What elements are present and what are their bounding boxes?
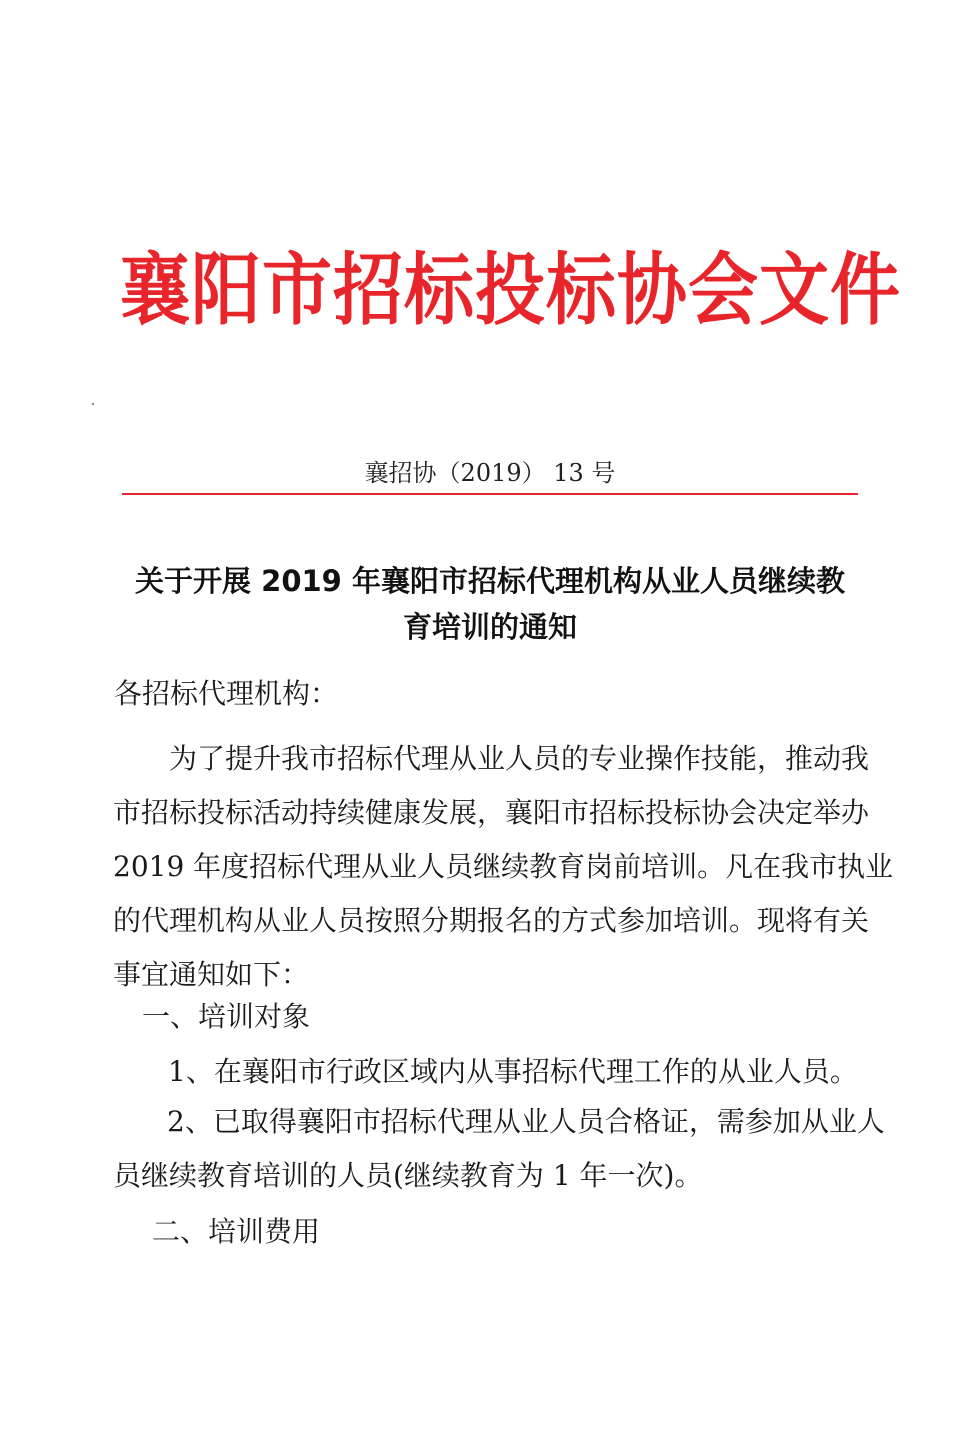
paragraph-line: 市招标投标活动持续健康发展，襄阳市招标投标协会决定举办 bbox=[113, 796, 870, 829]
item-line: 员继续教育培训的人员(继续教育为 1 年一次)。 bbox=[113, 1159, 703, 1192]
section-1-item-2 bbox=[113, 1095, 885, 1203]
section-2-heading: 二、培训费用 bbox=[152, 1215, 321, 1248]
notice-title-line-2: 育培训的通知 bbox=[402, 610, 577, 644]
scan-speck bbox=[92, 403, 94, 405]
paragraph-line: 事宜通知如下： bbox=[113, 958, 310, 991]
salutation: 各招标代理机构： bbox=[114, 677, 339, 710]
paragraph-line: 为了提升我市招标代理从业人员的专业操作技能，推动我 bbox=[169, 742, 870, 775]
notice-title-line-1: 关于开展 2019 年襄阳市招标代理机构从业人员继续教 bbox=[135, 564, 845, 598]
notice-title bbox=[110, 558, 870, 650]
item-line: 2、已取得襄阳市招标代理从业人员合格证，需参加从业人 bbox=[167, 1105, 885, 1138]
section-1-heading: 一、培训对象 bbox=[142, 1000, 311, 1033]
paragraph-line: 的代理机构从业人员按照分期报名的方式参加培训。现将有关 bbox=[113, 904, 870, 937]
document-number: 襄招协（2019） 13 号 bbox=[364, 459, 616, 487]
section-1-item-1: 1、在襄阳市行政区域内从事招标代理工作的从业人员。 bbox=[168, 1055, 858, 1088]
issuing-organization-title: 襄阳市招标投标协会文件 bbox=[120, 242, 901, 336]
intro-paragraph bbox=[113, 732, 894, 1002]
red-divider-line bbox=[122, 493, 858, 495]
paragraph-line: 2019 年度招标代理从业人员继续教育岗前培训。凡在我市执业 bbox=[113, 850, 894, 883]
